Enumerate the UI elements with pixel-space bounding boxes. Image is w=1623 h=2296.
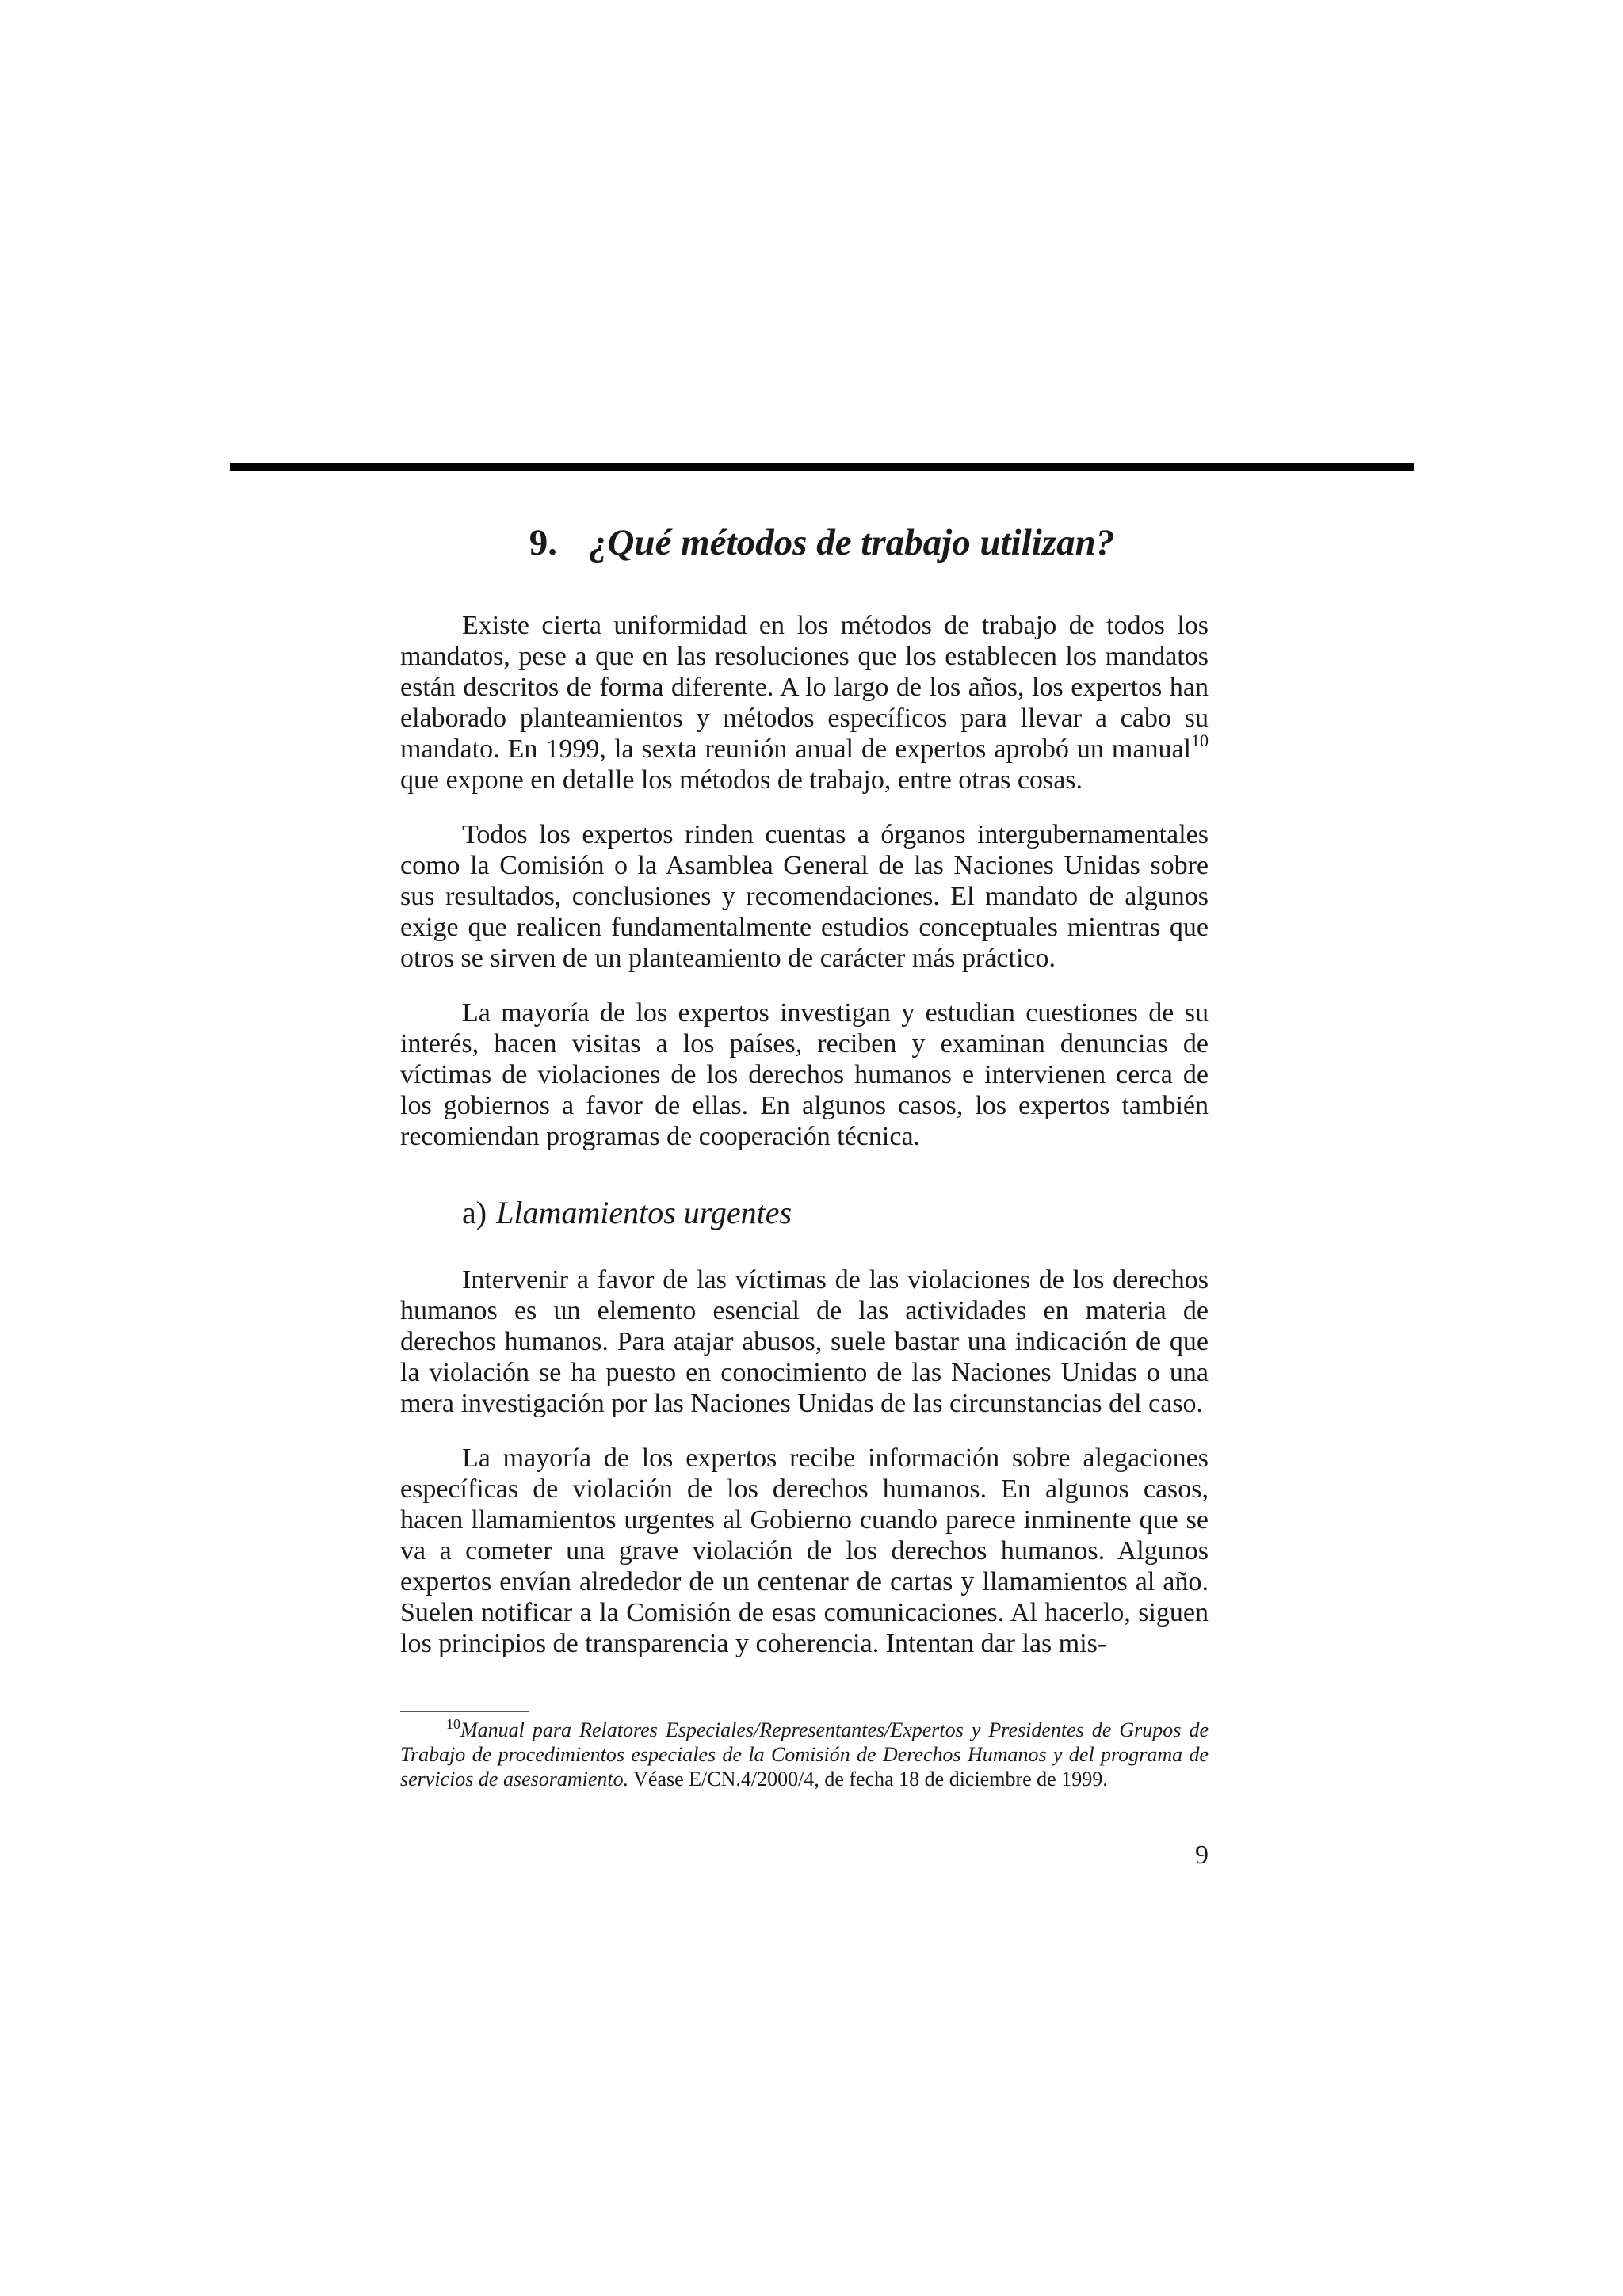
section-title: ¿Qué métodos de trabajo utilizan? (588, 522, 1115, 563)
footnote-reference: 10 (1191, 730, 1209, 750)
subsection-title: Llamamientos urgentes (496, 1195, 792, 1230)
footnote-plain-text: Véase E/CN.4/2000/4, de fecha 18 de diciembre de 1999. (628, 1768, 1108, 1791)
paragraph-intro-2: Todos los expertos rinden cuentas a órganos intergubernamentales como la Comisión o la Asamblea General de las Naciones Unidas sobre sus resultados, conclusiones y recomendaciones. El mandato de algunos exige que realicen fundamentalmente estudios conceptuales mientras que otros se sirven de un planteamiento de carácter más práctico. (400, 820, 1209, 973)
section-heading (230, 515, 1414, 570)
paragraph-text: Existe cierta uniformidad en los métodos de trabajo de todos los mandatos, pese a que en las resoluciones que los establecen los mandatos están descritos de forma diferente. A lo largo de los años, los expertos han elaborado planteamientos y métodos específicos para llevar a cabo su mandato. En 1999, la sexta reunión anual de expertos aprobó un manual (400, 611, 1209, 764)
paragraph-intro-1 (400, 610, 1209, 795)
page-number: 9 (1195, 1840, 1209, 1870)
footnote-italic-text: Manual para Relatores Especiales/Representantes/Expertos y Presidentes de Grupos de Trabajo de procedimientos especiales de la Comisión de Derechos Humanos y del programa de servicios de asesoramiento. (400, 1718, 1209, 1791)
subsection-label: a) (462, 1195, 487, 1230)
section-number: 9. (529, 522, 557, 563)
paragraph-sub-2: La mayoría de los expertos recibe información sobre alegaciones específicas de violación de los derechos humanos. En algunos casos, hacen llamamientos urgentes al Gobierno cuando parece inminente que se va a cometer una grave violación de los derechos humanos. Algunos expertos envían alrededor de un centenar de cartas y llamamientos al año. Suelen notificar a la Comisión de esas comunicaciones. Al hacerlo, siguen los principios de transparencia y coherencia. Intentan dar las mis- (400, 1444, 1209, 1658)
paragraph-text: que expone en detalle los métodos de trabajo, entre otras cosas. (400, 765, 1083, 795)
top-rule (230, 463, 1414, 471)
footnote-marker: 10 (446, 1716, 460, 1732)
footnote-separator (400, 1711, 529, 1712)
subsection-heading (462, 1193, 1209, 1233)
paragraph-sub-1: Intervenir a favor de las víctimas de las violaciones de los derechos humanos es un elemento esencial de las actividades en materia de derechos humanos. Para atajar abusos, suele bastar una indicación de que la violación se ha puesto en conocimiento de las Naciones Unidas o una mera investigación por las Naciones Unidas de las circunstancias del caso. (400, 1265, 1209, 1418)
main-content (400, 610, 1209, 1683)
paragraph-intro-3: La mayoría de los expertos investigan y estudian cuestiones de su interés, hacen visitas a los países, reciben y examinan denuncias de víctimas de violaciones de los derechos humanos e intervienen cerca de los gobiernos a favor de ellas. En algunos casos, los expertos también recomiendan programas de cooperación técnica. (400, 998, 1209, 1151)
footnote (400, 1718, 1209, 1791)
